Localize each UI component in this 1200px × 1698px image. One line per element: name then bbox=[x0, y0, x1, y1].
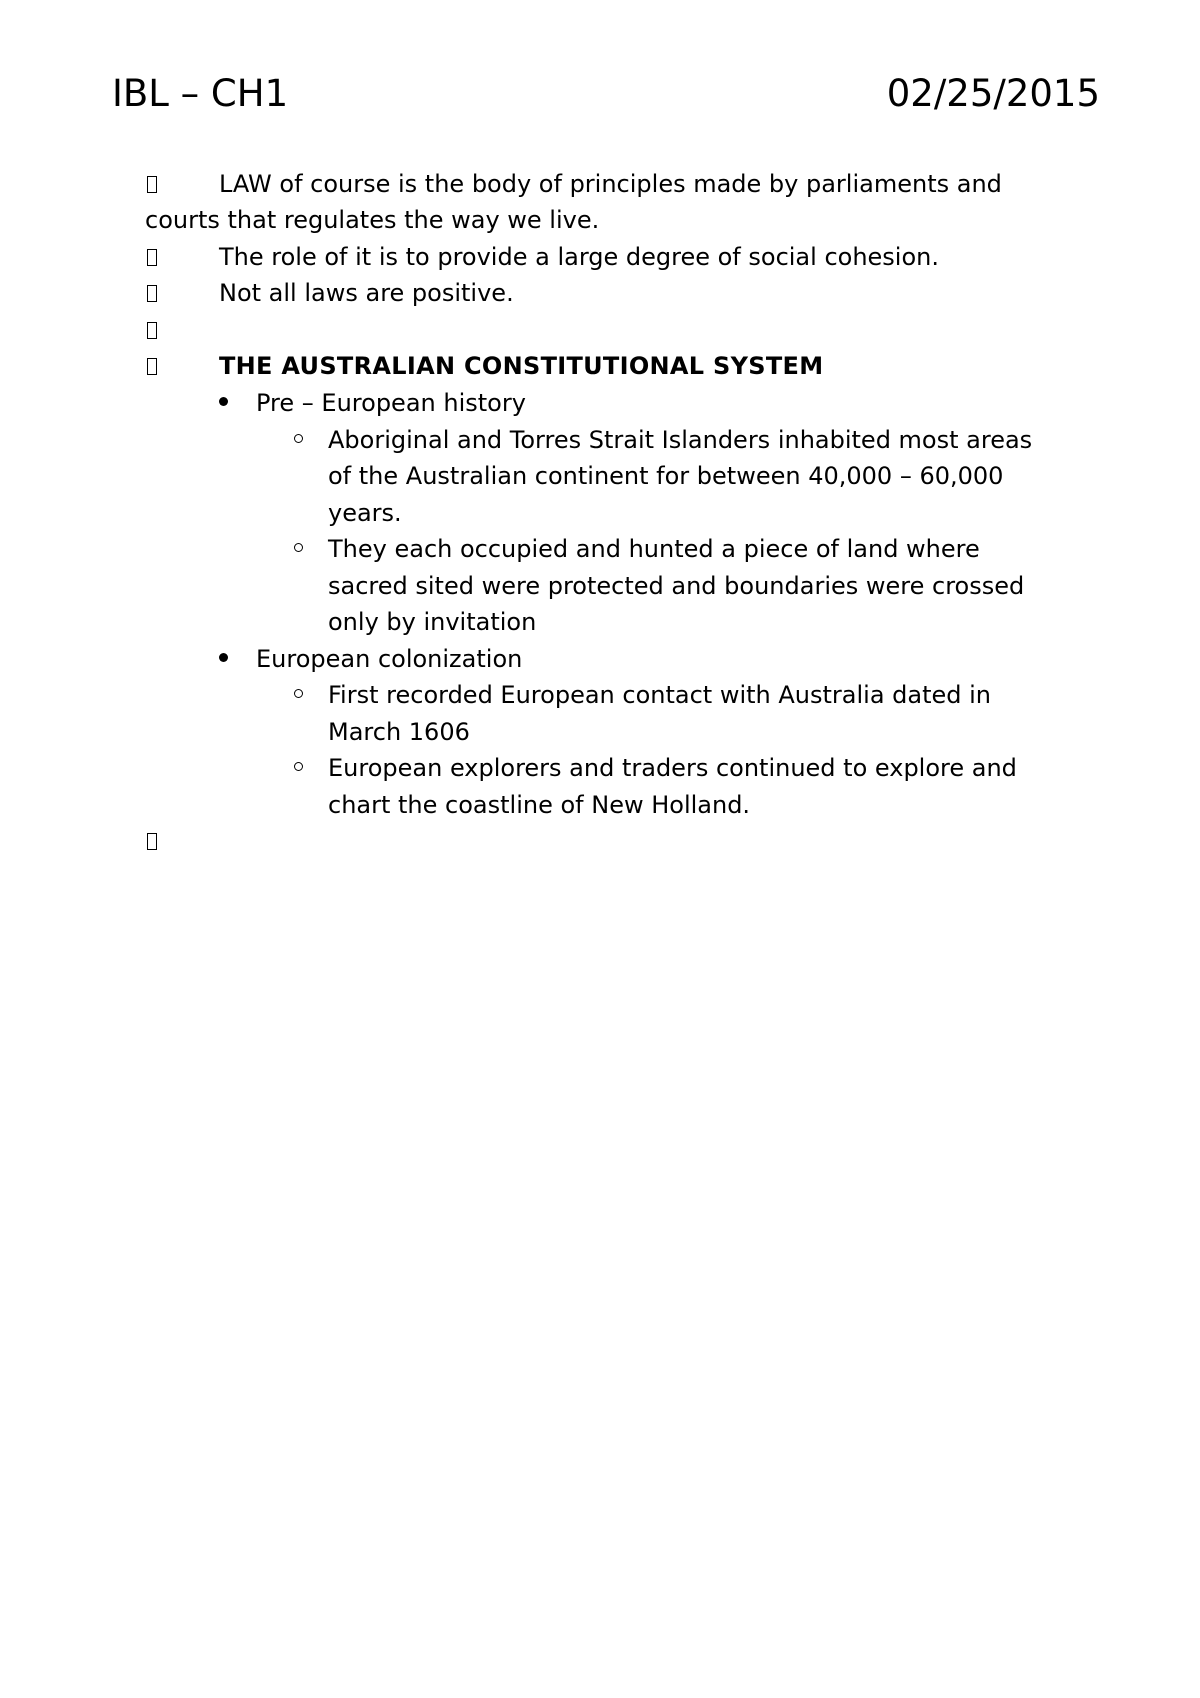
hunted-line-2: sacred sited were protected and boundaries were crossed bbox=[328, 572, 1025, 600]
bullet-glyph-icon bbox=[147, 322, 157, 339]
pre-european-history-item: Pre – European history bbox=[256, 389, 526, 417]
european-colonization-item: European colonization bbox=[256, 645, 523, 673]
bullet-glyph-icon bbox=[147, 249, 157, 266]
bullet-glyph-icon bbox=[147, 358, 157, 375]
explorers-line-2: chart the coastline of New Holland. bbox=[328, 791, 751, 819]
hunted-line-3: only by invitation bbox=[328, 608, 537, 636]
bullet-glyph-icon bbox=[147, 176, 157, 193]
bullet-circle-icon bbox=[294, 434, 303, 443]
bullet-circle-icon bbox=[294, 543, 303, 552]
explorers-line-1: European explorers and traders continued to explore and bbox=[328, 754, 1017, 782]
contact-line-1: First recorded European contact with Australia dated in bbox=[328, 681, 992, 709]
contact-line-2: March 1606 bbox=[328, 718, 470, 746]
bullet-circle-icon bbox=[294, 762, 303, 771]
law-definition-line-1: LAW of course is the body of principles made by parliaments and bbox=[219, 170, 1002, 198]
laws-positive-text: Not all laws are positive. bbox=[219, 279, 514, 307]
section-heading: THE AUSTRALIAN CONSTITUTIONAL SYSTEM bbox=[219, 352, 824, 380]
law-definition-line-2: courts that regulates the way we live. bbox=[145, 206, 600, 234]
bullet-circle-icon bbox=[294, 689, 303, 698]
aboriginal-line-3: years. bbox=[328, 499, 402, 527]
aboriginal-line-2: of the Australian continent for between 40,000 – 60,000 bbox=[328, 462, 1004, 490]
bullet-glyph-icon bbox=[147, 833, 157, 850]
bullet-glyph-icon bbox=[147, 285, 157, 302]
law-role-text: The role of it is to provide a large degree of social cohesion. bbox=[219, 243, 939, 271]
bullet-dot-icon bbox=[219, 397, 228, 406]
bullet-dot-icon bbox=[219, 653, 228, 662]
document-title: IBL – CH1 bbox=[112, 72, 289, 115]
document-date: 02/25/2015 bbox=[886, 72, 1100, 115]
aboriginal-line-1: Aboriginal and Torres Strait Islanders inhabited most areas bbox=[328, 426, 1033, 454]
hunted-line-1: They each occupied and hunted a piece of land where bbox=[328, 535, 980, 563]
